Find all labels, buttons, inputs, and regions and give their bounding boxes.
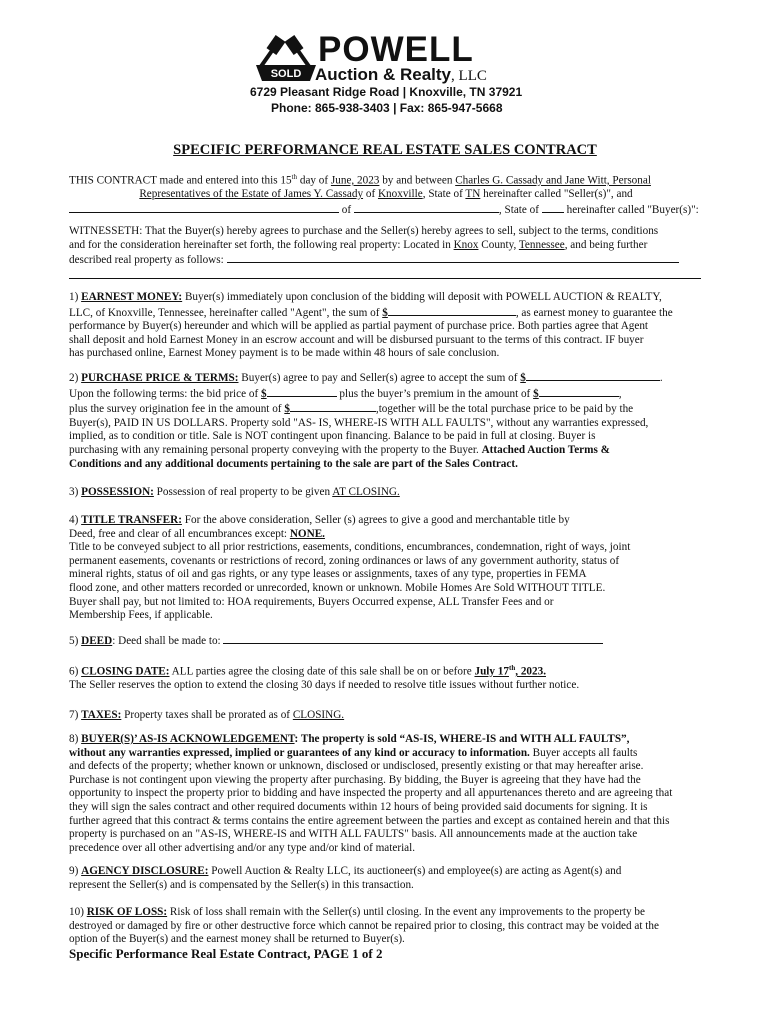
section-earnest-money: 1) EARNEST MONEY: Buyer(s) immediately upon conclusion of the bidding will deposit with POWELL AUCTION & REALTY, LLC, of Knoxville, Tennessee, hereinafter called "Agent", the sum of $ , as earnest money to guarantee the performance by Buyer(s) hereunder and which will be applied as partial payment of purchase price. Both parties agree that Agent shall deposit and hold Earnest Money in an escrow account and will be disbursed pursuant to the terms of this contract. IF buyer has purchased online, Earnest Money payment is to be made within 48 hours of sale conclusion. bbox=[69, 291, 673, 360]
section-possession: 3) POSSESSION: Possession of real property to be given AT CLOSING. bbox=[69, 486, 400, 498]
page-footer: Specific Performance Real Estate Contract, PAGE 1 of 2 bbox=[69, 946, 383, 961]
buyer-name-blank[interactable] bbox=[69, 202, 339, 213]
contract-title: SPECIFIC PERFORMANCE REAL ESTATE SALES CONTRACT bbox=[173, 142, 597, 158]
witnesseth-paragraph: WITNESSETH: That the Buyer(s) hereby agrees to purchase and the Seller(s) hereby agrees to sell, subject to the terms, conditions and for the consideration hereinafter set forth, the following real property: Located in Knox County, Tennessee, and being further described real property as follows: bbox=[69, 225, 703, 283]
section-title-transfer: 4) TITLE TRANSFER: For the above consideration, Seller (s) agrees to give a good and merchantable title by Deed, free and clear of all encumbrances except: NONE. Title to be conveyed subject to all prior restrictions, easements, conditions, encumbrances, condemnation, right of ways, joint permanent easements, covenants or restrictions of record, zoning ordinances or laws of any government authority, status of mineral rights, status of oil and gas rights, or any type leases or assignments, taxes of any type, properties in FEMA flood zone, and other matters recorded or unrecorded, known or unknown. Mobile Homes Are Sold WITHOUT TITLE. Buyer shall pay, but not limited to: HOA requirements, Buyers Occurred expense, ALL Transfer Fees and or Membership Fees, if applicable. bbox=[69, 514, 631, 622]
section-taxes: 7) TAXES: Property taxes shall be prorated as of CLOSING. bbox=[69, 709, 345, 721]
earnest-money-blank[interactable] bbox=[388, 305, 516, 316]
bid-price-blank[interactable] bbox=[267, 386, 337, 397]
buyer-premium-blank[interactable] bbox=[539, 386, 619, 397]
survey-fee-blank[interactable] bbox=[290, 401, 376, 412]
sold-badge: SOLD bbox=[270, 68, 302, 80]
company-subtitle: Auction & Realty, LLC bbox=[315, 65, 487, 84]
buyer-city-blank[interactable] bbox=[354, 202, 499, 213]
section-as-is-acknowledgement: 8) BUYER(S)’ AS-IS ACKNOWLEDGEMENT: The property is sold “AS-IS, WHERE-IS and WITH ALL FAULTS”, without any warranties expressed, implied or guarantees of any kind or accuracy to information. Buyer accepts all faults and defects of the property; whether known or unknown, disclosed or undisclosed, presently existing or that may hereafter arise. Purchase is not contingent upon viewing the property after purchasing. By bidding, the Buyer is agreeing that they have had the opportunity to inspect the property prior to bidding and have inspected the property and all appurtenances thereto and are agreeing that they will sign the sales contract and other required documents within 12 hours of being provided said documents for signing. It is further agreed that this contract & terms contains the entire agreement between the parties and except as contained herein and that this property is purchased on an "AS-IS, WHERE-IS and WITH ALL FAULTS" basis. All announcements made at the auction take precedence over all other advertising and/or any type and/or kind of material. bbox=[69, 733, 673, 854]
section-agency-disclosure: 9) AGENCY DISCLOSURE: Powell Auction & Realty LLC, its auctioneer(s) and employee(s) are acting as Agent(s) and represent the Seller(s) and is compensated by the Seller(s) in this transaction. bbox=[69, 865, 622, 891]
purchase-sum-blank[interactable] bbox=[526, 370, 660, 381]
section-closing-date: 6) CLOSING DATE: ALL parties agree the closing date of this sale shall be on or before July 17th, 2023. The Seller reserves the option to extend the closing 30 days if needed to resolve title issues without further notice. bbox=[69, 664, 580, 692]
intro-paragraph: THIS CONTRACT made and entered into this 15th day of June, 2023 by and between Charles G. Cassady and Jane Witt, Personal Representatives of the Estate of James Y. Cassady of Knoxville, State of TN hereinafter called "Seller(s)", and of , State of hereinafter called "Buyer(s)": bbox=[69, 173, 699, 216]
property-description-blank-2[interactable] bbox=[69, 268, 701, 279]
deed-to-blank[interactable] bbox=[223, 633, 603, 644]
company-address: 6729 Pleasant Ridge Road | Knoxville, TN 37921 bbox=[250, 85, 523, 99]
property-description-blank[interactable] bbox=[227, 252, 679, 263]
company-name: POWELL bbox=[318, 30, 474, 69]
company-phone: Phone: 865-938-3403 | Fax: 865-947-5668 bbox=[271, 101, 503, 115]
section-deed: 5) DEED: Deed shall be made to: bbox=[69, 633, 703, 649]
buyer-state-blank[interactable] bbox=[542, 202, 564, 213]
section-risk-of-loss: 10) RISK OF LOSS: Risk of loss shall remain with the Seller(s) until closing. In the event any improvements to the property be destroyed or damaged by fire or other destructive force which cannot be repaired prior to closing, this contract may be voided at the option of the Buyer(s) and the earnest money shall be returned to Buyer(s). bbox=[69, 906, 659, 946]
section-purchase-price: 2) PURCHASE PRICE & TERMS: Buyer(s) agree to pay and Seller(s) agree to accept the sum of $ . Upon the following terms: the bid price of $ plus the buyer’s premium in the amount of $ , plus the survey origination fee in the amount of $ ,together will be the total purchase price to be paid by the Buyer(s), PAID IN US DOLLARS. Property sold "AS- IS, WHERE-IS WITH ALL FAULTS", without any warranties expressed, implied, as to condition or title. Sale is NOT contingent upon financing. Balance to be paid in full at closing. Buyer is purchasing with any remaining personal property conveying with the property to the Buyer. Attached Auction Terms & Conditions and any additional documents pertaining to the sale are part of the Sales Contract. bbox=[69, 372, 663, 470]
gavel-sold-logo-icon bbox=[252, 35, 322, 87]
